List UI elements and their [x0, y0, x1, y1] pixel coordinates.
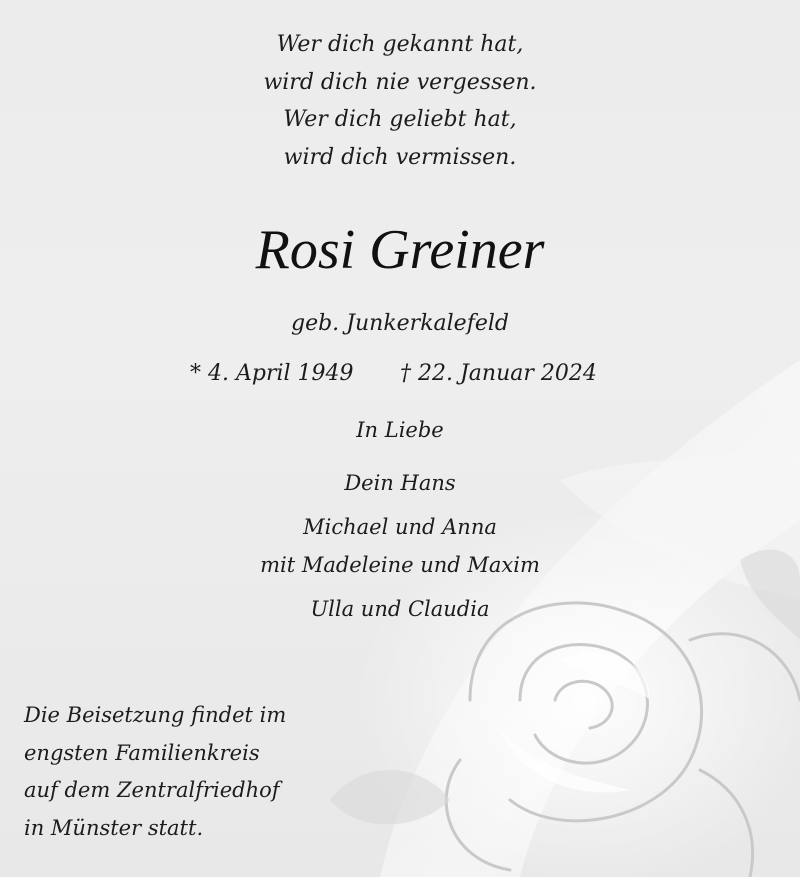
burial-line: engsten Familienkreis [24, 740, 260, 765]
burial-notice [24, 697, 286, 847]
verse-line: Wer dich gekannt hat, [276, 32, 524, 57]
life-dates [0, 354, 800, 394]
birth-date: * 4. April 1949 [190, 361, 354, 386]
burial-line: auf dem Zentralfriedhof [24, 778, 280, 802]
burial-line: Die Beisetzung findet im [24, 703, 287, 727]
mourner-entry: Dein Hans [344, 471, 456, 495]
verse-line: Wer dich geliebt hat, [283, 107, 517, 132]
closing-phrase: In Liebe [356, 418, 444, 442]
verse-line: wird dich vermissen. [283, 144, 517, 170]
burial-line: in Münster statt. [24, 815, 204, 840]
death-date: † 22. Januar 2024 [400, 361, 597, 386]
mourner-entry: Ulla und Claudia [310, 597, 490, 621]
mourners-list [0, 464, 800, 628]
memorial-verse [0, 26, 800, 176]
maiden-name: geb. Junkerkalefeld [291, 311, 509, 336]
deceased-name: Rosi Greiner [255, 219, 545, 281]
mourner-entry: Michael und Anna [303, 515, 497, 539]
mourner-entry: mit Madeleine und Maxim [260, 553, 540, 577]
verse-line: wird dich nie vergessen. [263, 69, 537, 95]
